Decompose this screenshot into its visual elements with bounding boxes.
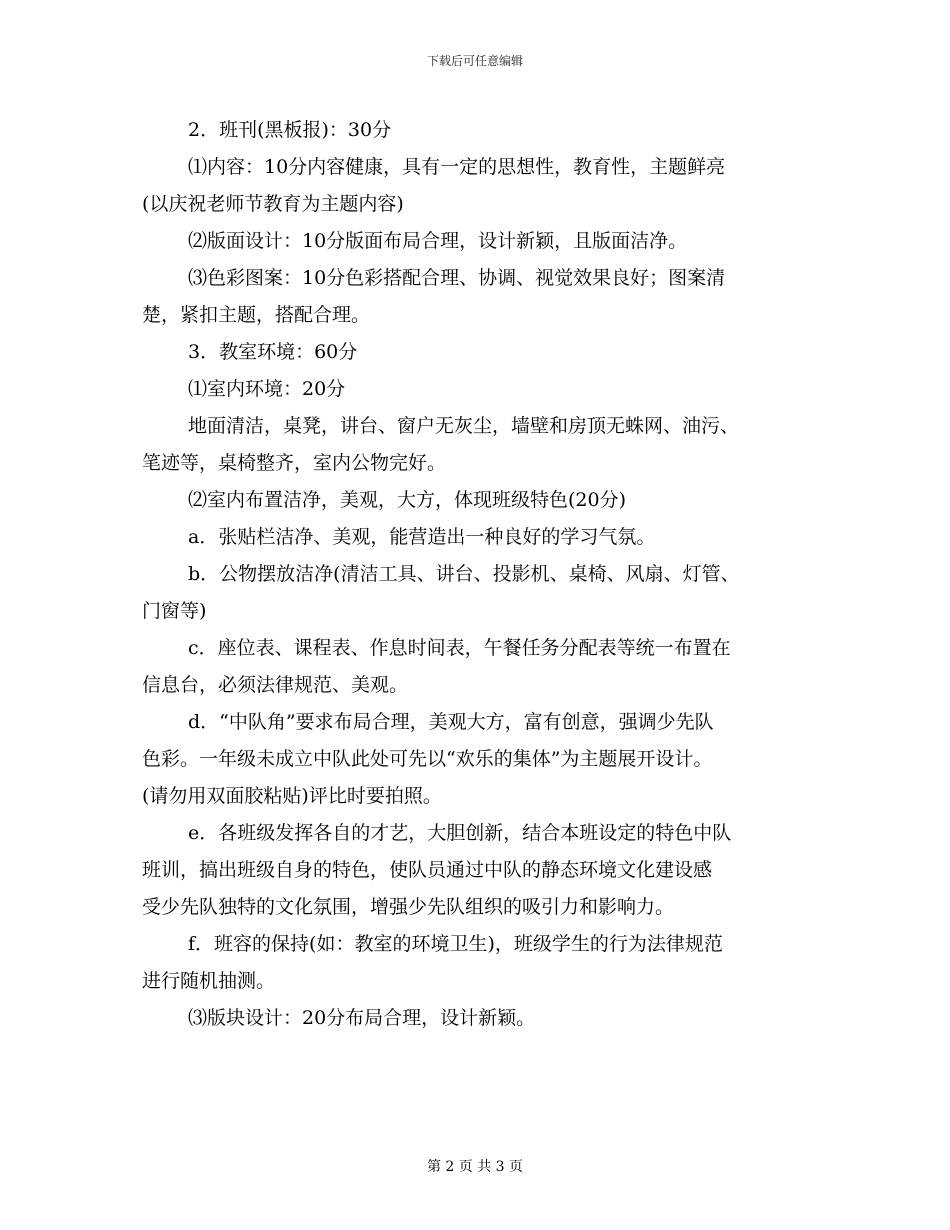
paragraph-line: b．公物摆放洁净(清洁工具、讲台、投影机、桌椅、风扇、灯管、 bbox=[188, 563, 740, 585]
paragraph-line: ⑵版面设计：10分版面布局合理，设计新颖，且版面洁净。 bbox=[188, 230, 688, 252]
paragraph-line: f．班容的保持(如：教室的环境卫生)，班级学生的行为法律规范 bbox=[188, 933, 723, 955]
paragraph-line: 受少先队独特的文化氛围，增强少先队组织的吸引力和影响力。 bbox=[142, 896, 675, 918]
paragraph-line: 进行随机抽测。 bbox=[142, 970, 276, 992]
paragraph-line: (请勿用双面胶粘贴)评比时要拍照。 bbox=[142, 785, 442, 807]
paragraph-line: 信息台，必须法律规范、美观。 bbox=[142, 674, 409, 696]
paragraph-line: ⑶色彩图案：10分色彩搭配合理、协调、视觉效果良好；图案清 bbox=[188, 267, 726, 289]
paragraph-line: c．座位表、课程表、作息时间表，午餐任务分配表等统一布置在 bbox=[188, 637, 731, 659]
paragraph-line: ⑶版块设计：20分布局合理，设计新颖。 bbox=[188, 1007, 536, 1029]
paragraph-line: a．张贴栏洁净、美观，能营造出一种良好的学习气氛。 bbox=[188, 526, 656, 548]
section-heading-classroom: 3．教室环境：60分 bbox=[188, 341, 358, 363]
page-number: 第 2 页 共 3 页 bbox=[426, 1159, 524, 1175]
paragraph-line: ⑴内容：10分内容健康，具有一定的思想性，教育性，主题鲜亮 bbox=[188, 156, 726, 178]
paragraph-line: e．各班级发挥各自的才艺，大胆创新，结合本班设定的特色中队 bbox=[188, 822, 732, 844]
paragraph-line: (以庆祝老师节教育为主题内容) bbox=[142, 193, 404, 215]
paragraph-line: ⑴室内环境：20分 bbox=[188, 378, 346, 400]
paragraph-line: 笔迹等，桌椅整齐，室内公物完好。 bbox=[142, 452, 447, 474]
paragraph-line: ⑵室内布置洁净，美观，大方，体现班级特色(20分) bbox=[188, 489, 627, 511]
page-header: 下载后可任意编辑 bbox=[426, 54, 523, 68]
paragraph-line: d．“中队角”要求布局合理，美观大方，富有创意，强调少先队 bbox=[188, 711, 714, 733]
paragraph-line: 楚，紧扣主题，搭配合理。 bbox=[142, 304, 371, 326]
paragraph-line: 色彩。一年级未成立中队此处可先以“欢乐的集体”为主题展开设计。 bbox=[142, 748, 713, 770]
paragraph-line: 班训，搞出班级自身的特色，使队员通过中队的静态环境文化建设感 bbox=[142, 859, 713, 881]
document-body bbox=[142, 112, 810, 1037]
paragraph-line: 地面清洁，桌凳，讲台、窗户无灰尘，墙壁和房顶无蛛网、油污、 bbox=[188, 415, 740, 437]
paragraph-line: 门窗等) bbox=[142, 600, 207, 622]
section-heading-blackboard: 2．班刊(黑板报)：30分 bbox=[188, 119, 392, 141]
